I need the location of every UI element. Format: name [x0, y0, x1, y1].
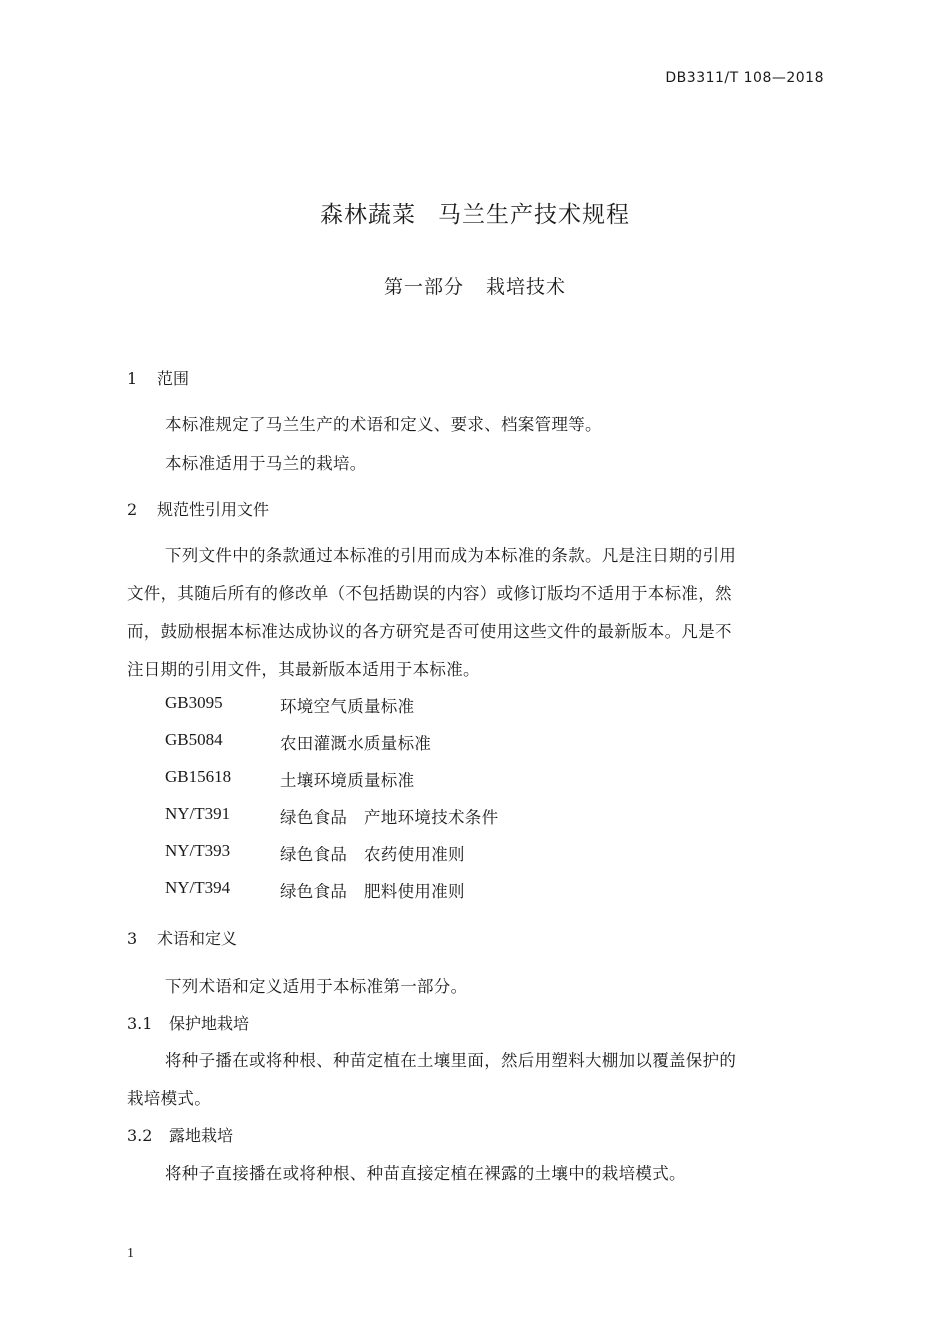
reference-code: GB5084 — [165, 730, 223, 749]
section-number: 1 — [127, 369, 138, 388]
reference-title: 土壤环境质量标准 — [280, 771, 415, 790]
reference-code: NY/T391 — [165, 804, 231, 823]
subsection-3-1-heading — [127, 1011, 249, 1034]
paragraph-line: 注日期的引用文件，其最新版本适用于本标准。 — [127, 660, 480, 679]
reference-code: NY/T393 — [165, 841, 231, 860]
section-title: 规范性引用文件 — [157, 500, 270, 519]
section-number: 2 — [127, 500, 138, 519]
reference-code: NY/T394 — [165, 878, 231, 897]
standard-code: DB3311/T 108—2018 — [665, 70, 824, 86]
section-3-heading — [127, 926, 237, 949]
reference-code: GB15618 — [165, 767, 232, 786]
document-subtitle — [0, 272, 950, 299]
paragraph-line: 下列文件中的条款通过本标准的引用而成为本标准的条款。凡是注日期的引用 — [165, 546, 737, 565]
subsection-title: 保护地栽培 — [169, 1014, 250, 1033]
subsection-number: 3.1 — [127, 1014, 153, 1033]
paragraph-line: 将种子直接播在或将种根、种苗直接定植在裸露的土壤中的栽培模式。 — [165, 1164, 686, 1183]
paragraph: 本标准适用于马兰的栽培。 — [165, 454, 367, 473]
section-2-heading — [127, 497, 269, 520]
document-title — [0, 196, 950, 229]
subtitle-part-1: 第一部分 — [383, 276, 464, 298]
paragraph: 本标准规定了马兰生产的术语和定义、要求、档案管理等。 — [165, 415, 602, 434]
reference-title: 环境空气质量标准 — [280, 697, 415, 716]
reference-code: GB3095 — [165, 693, 223, 712]
subsection-title: 露地栽培 — [169, 1126, 234, 1145]
title-part-1: 森林蔬菜 — [320, 202, 416, 228]
reference-title: 绿色食品 产地环境技术条件 — [280, 808, 499, 827]
reference-title: 绿色食品 肥料使用准则 — [280, 882, 465, 901]
paragraph: 下列术语和定义适用于本标准第一部分。 — [165, 977, 468, 996]
section-1-heading — [127, 366, 189, 389]
reference-title: 农田灌溉水质量标准 — [280, 734, 432, 753]
title-part-2: 马兰生产技术规程 — [438, 202, 630, 228]
page-number: 1 — [127, 1246, 134, 1261]
reference-title: 绿色食品 农药使用准则 — [280, 845, 465, 864]
paragraph-line: 文件，其随后所有的修改单（不包括勘误的内容）或修订版均不适用于本标准，然 — [127, 584, 732, 603]
section-number: 3 — [127, 929, 138, 948]
paragraph-line: 将种子播在或将种根、种苗定植在土壤里面，然后用塑料大棚加以覆盖保护的 — [165, 1051, 737, 1070]
paragraph-line: 而，鼓励根据本标准达成协议的各方研究是否可使用这些文件的最新版本。凡是不 — [127, 622, 732, 641]
subtitle-part-2: 栽培技术 — [486, 276, 567, 298]
section-title: 术语和定义 — [157, 929, 238, 948]
subsection-number: 3.2 — [127, 1126, 153, 1145]
paragraph-line: 栽培模式。 — [127, 1089, 211, 1108]
section-title: 范围 — [157, 369, 190, 388]
subsection-3-2-heading — [127, 1123, 233, 1146]
